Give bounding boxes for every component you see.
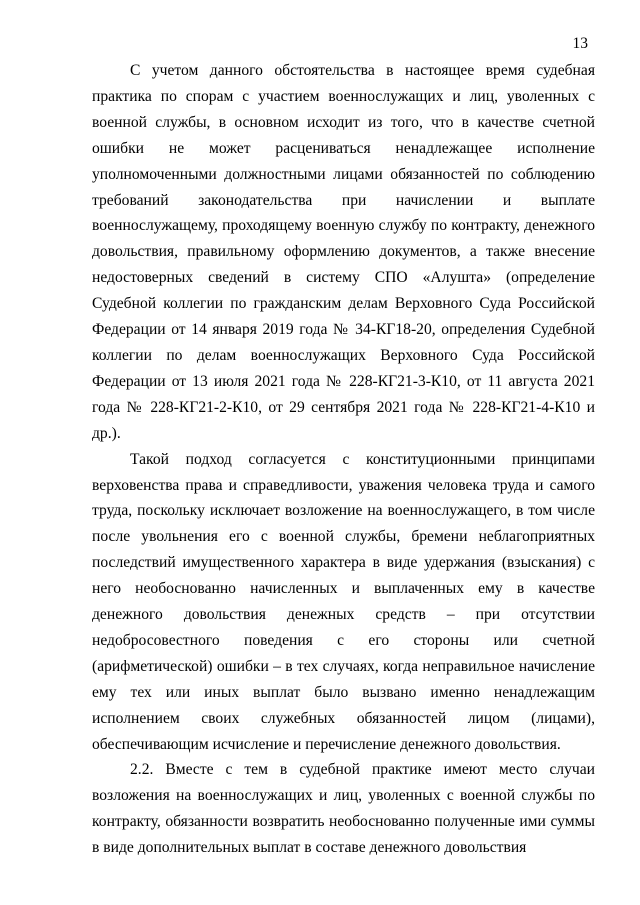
paragraph-constitutional-principles: Такой подход согласуется с конституционными принципами верховенства права и справедливости, уважения человека труда и самого труда, поскольку исключает возложение на военнослужащего, в том числе после увольнения его с военной службы, бремени неблагоприятных последствий имущественного характера в виде удержания (взыскания) с него необоснованно начисленных и выплаченных ему в качестве денежного довольствия денежных средств – при отсутствии недобросовестного поведения с его стороны или счетной (арифметической) ошибки – в тех случаях, когда неправильное начисление ему тех или иных выплат было вызвано именно ненадлежащим исполнением своих служебных обязанностей лицом (лицами), обеспечивающим исчисление и перечисление денежного довольствия.	[92, 450, 595, 753]
paragraph-counting-error-practice: С учетом данного обстоятельства в настоящее время судебная практика по спорам с участием военнослужащих и лиц, уволенных с военной службы, в основном исходит из того, что в качестве счетной ошибки не может расцениваться ненадлежащее исполнение уполномоченными должностными лицами обязанностей по соблюдению требований законодательства при начислении и выплате военнослужащему, проходящему военную службу по контракту, денежного довольствия, правильному оформлению документов, а также внесение недостоверных сведений в систему СПО «Алушта» (определение Судебной коллегии по гражданским делам Верховного Суда Российской Федерации от 14 января 2019 года № 34-КГ18-20, определения Судебной коллегии по делам военнослужащих Верховного Суда Российской Федерации от 13 июля 2021 года № 228-КГ21-3-К10, от 11 августа 2021 года № 228-КГ21-2-К10, от 29 сентября 2021 года № 228-КГ21-4-К10 и др.).	[92, 62, 595, 442]
page-number: 13	[572, 35, 588, 52]
document-body	[92, 58, 595, 861]
paragraph-section-2-2: 2.2. Вместе с тем в судебной практике имеют место случаи возложения на военнослужащих и лиц, уволенных с военной службы по контракту, обязанности возвратить необоснованно полученные ими суммы в виде дополнительных выплат в составе денежного довольствия	[92, 761, 595, 857]
